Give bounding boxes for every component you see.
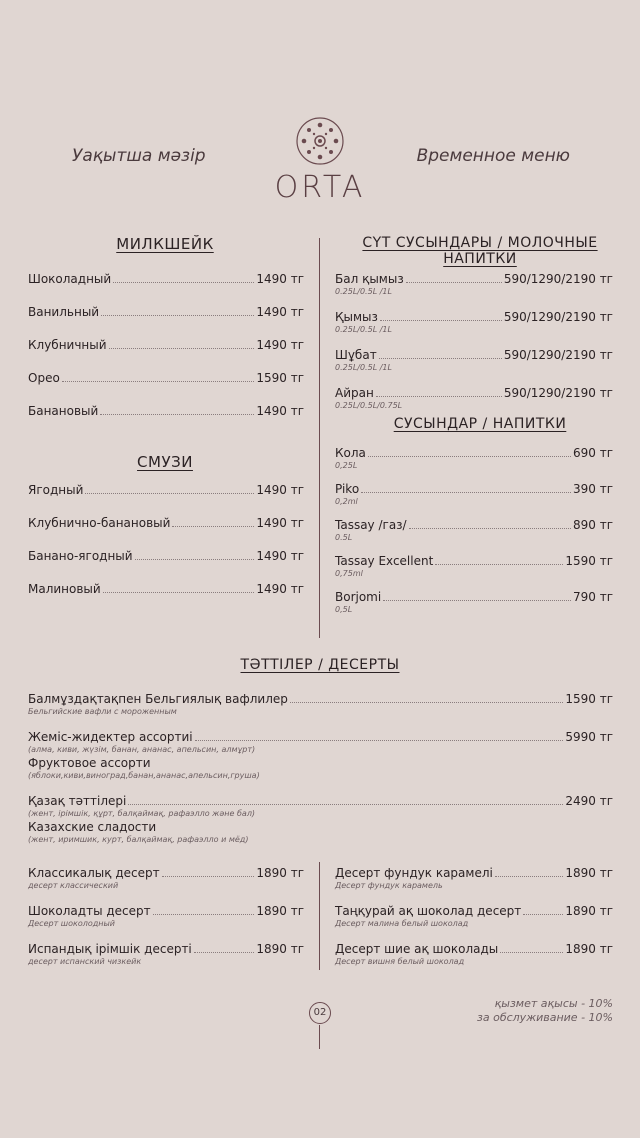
item-name: Банановый bbox=[28, 404, 99, 418]
menu-title-kz: Уақытша мәзір bbox=[72, 146, 206, 166]
leader-dots bbox=[128, 804, 563, 805]
leader-dots bbox=[194, 952, 255, 953]
menu-item bbox=[28, 794, 613, 844]
section-title-milkshake: МИЛКШЕЙК bbox=[116, 235, 214, 253]
item-price: 1490 тг bbox=[256, 305, 304, 319]
item-subtitle: 0.25L/0.5L/0.75L bbox=[335, 401, 403, 410]
section-title-desserts: ТӘТТІЛЕР / ДЕСЕРТЫ bbox=[240, 657, 400, 673]
leader-dots bbox=[62, 381, 255, 382]
item-price: 1890 тг bbox=[256, 866, 304, 880]
menu-item bbox=[28, 516, 304, 530]
item-subtitle: Десерт фундук карамель bbox=[335, 881, 443, 890]
item-description: (алма, киви, жүзім, банан, ананас, апельсин, алмұрт) bbox=[28, 745, 256, 754]
menu-item bbox=[335, 386, 613, 410]
item-description-ru: (яблоки,киви,виноград,банан,ананас,апельсин,груша) bbox=[28, 771, 260, 780]
leader-dots bbox=[162, 876, 255, 877]
item-price: 590/1290/2190 тг bbox=[503, 348, 613, 362]
item-subtitle: десерт испанский чизкейк bbox=[28, 957, 142, 966]
item-price: 1490 тг bbox=[256, 338, 304, 352]
page-number-stem bbox=[319, 1025, 320, 1049]
service-charge-ru: за обслуживание - 10% bbox=[477, 1011, 613, 1024]
item-price: 1890 тг bbox=[565, 904, 613, 918]
menu-item bbox=[28, 371, 304, 385]
leader-dots bbox=[103, 592, 255, 593]
item-price: 1590 тг bbox=[256, 371, 304, 385]
brand-logo: ORTA bbox=[274, 170, 366, 205]
item-price: 1890 тг bbox=[256, 942, 304, 956]
leader-dots bbox=[101, 315, 254, 316]
item-name: Borjomi bbox=[335, 590, 382, 604]
item-price: 590/1290/2190 тг bbox=[503, 386, 613, 400]
item-price: 1490 тг bbox=[256, 404, 304, 418]
menu-item bbox=[335, 554, 613, 578]
item-subtitle: Десерт вишня белый шоколад bbox=[335, 957, 465, 966]
menu-item bbox=[28, 904, 304, 928]
smoothie-list bbox=[28, 483, 304, 615]
item-subtitle: Десерт малина белый шоколад bbox=[335, 919, 469, 928]
item-subtitle: 0,2ml bbox=[335, 497, 358, 506]
leader-dots bbox=[113, 282, 254, 283]
item-subtitle: 0.25L/0.5L /1L bbox=[335, 325, 392, 334]
item-price: 390 тг bbox=[572, 482, 613, 496]
page-number: 02 bbox=[309, 1002, 331, 1024]
item-subtitle: 0.5L bbox=[335, 533, 353, 542]
item-name: Банано-ягодный bbox=[28, 549, 133, 563]
item-subtitle: 0,25L bbox=[335, 461, 358, 470]
item-price: 1490 тг bbox=[256, 582, 304, 596]
item-name: Айран bbox=[335, 386, 374, 400]
item-name: Piko bbox=[335, 482, 360, 496]
menu-item bbox=[28, 692, 613, 716]
leader-dots bbox=[435, 564, 563, 565]
item-price: 1890 тг bbox=[565, 866, 613, 880]
item-price: 1890 тг bbox=[565, 942, 613, 956]
item-description-ru: (жент, иримшик, курт, балқаймақ, рафаэлло и мёд) bbox=[28, 835, 249, 844]
item-price: 1890 тг bbox=[256, 904, 304, 918]
menu-item bbox=[335, 518, 613, 542]
leader-dots bbox=[383, 600, 571, 601]
menu-item bbox=[335, 348, 613, 372]
item-name: Десерт шие ақ шоколады bbox=[335, 942, 499, 956]
menu-item bbox=[28, 483, 304, 497]
column-divider-top bbox=[319, 238, 320, 638]
leader-dots bbox=[135, 559, 255, 560]
menu-item bbox=[335, 482, 613, 506]
menu-item bbox=[28, 866, 304, 890]
item-price: 1490 тг bbox=[256, 272, 304, 286]
item-name: Таңқурай ақ шоколад десерт bbox=[335, 904, 522, 918]
ornament-circle-icon bbox=[272, 116, 368, 170]
column-divider-bottom bbox=[319, 862, 320, 970]
item-subtitle: 0.25L/0.5L /1L bbox=[335, 287, 392, 296]
leader-dots bbox=[109, 348, 255, 349]
menu-item bbox=[28, 338, 304, 352]
leader-dots bbox=[361, 492, 571, 493]
item-price: 590/1290/2190 тг bbox=[503, 272, 613, 286]
menu-item bbox=[28, 305, 304, 319]
item-name: Шоколадты десерт bbox=[28, 904, 151, 918]
item-subtitle: Десерт шоколодный bbox=[28, 919, 115, 928]
item-name-ru: Казахские сладости bbox=[28, 820, 157, 834]
item-name: Кола bbox=[335, 446, 366, 460]
item-price: 2490 тг bbox=[565, 794, 613, 808]
leader-dots bbox=[85, 493, 254, 494]
menu-item bbox=[335, 904, 613, 928]
item-price: 590/1290/2190 тг bbox=[503, 310, 613, 324]
item-name: Қымыз bbox=[335, 310, 378, 324]
item-price: 1590 тг bbox=[565, 692, 613, 706]
item-name: Балмұздақтақпен Бельгиялық вафлилер bbox=[28, 692, 288, 706]
item-name: Шұбат bbox=[335, 348, 377, 362]
item-description: (жент, ірімшік, құрт, балқаймақ, рафаэлло және бал) bbox=[28, 809, 256, 818]
item-name: Қазақ тәттілері bbox=[28, 794, 127, 808]
leader-dots bbox=[495, 876, 564, 877]
desserts-right-list bbox=[335, 866, 613, 980]
desserts-wide-list bbox=[28, 692, 613, 858]
section-title-drinks: СУСЫНДАР / НАПИТКИ bbox=[393, 416, 567, 432]
menu-item bbox=[28, 582, 304, 596]
item-subtitle: 0,5L bbox=[335, 605, 353, 614]
leader-dots bbox=[406, 282, 502, 283]
menu-item bbox=[28, 942, 304, 966]
menu-item bbox=[335, 272, 613, 296]
menu-item bbox=[28, 272, 304, 286]
item-price: 5990 тг bbox=[565, 730, 613, 744]
item-name: Tassay /газ/ bbox=[335, 518, 407, 532]
leader-dots bbox=[523, 914, 563, 915]
item-name: Клубнично-банановый bbox=[28, 516, 171, 530]
item-name: Бал қымыз bbox=[335, 272, 404, 286]
leader-dots bbox=[368, 456, 571, 457]
leader-dots bbox=[100, 414, 254, 415]
leader-dots bbox=[379, 358, 502, 359]
drinks-list bbox=[335, 446, 613, 626]
item-name: Испандық ірімшік десерті bbox=[28, 942, 192, 956]
item-name: Ягодный bbox=[28, 483, 84, 497]
item-price: 1490 тг bbox=[256, 483, 304, 497]
item-price: 890 тг bbox=[572, 518, 613, 532]
item-price: 790 тг bbox=[572, 590, 613, 604]
leader-dots bbox=[290, 702, 563, 703]
item-name: Клубничный bbox=[28, 338, 107, 352]
item-description: Бельгийские вафли с мороженным bbox=[28, 707, 177, 716]
dairy-list bbox=[335, 272, 613, 424]
item-name: Десерт фундук карамелі bbox=[335, 866, 493, 880]
leader-dots bbox=[153, 914, 255, 915]
service-charge-kz: қызмет ақысы - 10% bbox=[494, 997, 613, 1010]
menu-item bbox=[335, 590, 613, 614]
section-title-dairy: СҮТ СУСЫНДАРЫ / МОЛОЧНЫЕ НАПИТКИ bbox=[362, 235, 598, 267]
item-name: Классикалық десерт bbox=[28, 866, 160, 880]
leader-dots bbox=[376, 396, 502, 397]
desserts-left-list bbox=[28, 866, 304, 980]
leader-dots bbox=[172, 526, 254, 527]
item-name: Ванильный bbox=[28, 305, 100, 319]
menu-item bbox=[335, 866, 613, 890]
leader-dots bbox=[195, 740, 564, 741]
section-title-smoothie: СМУЗИ bbox=[137, 453, 193, 471]
item-name-ru: Фруктовое ассорти bbox=[28, 756, 151, 770]
milkshake-list bbox=[28, 272, 304, 437]
menu-item bbox=[335, 446, 613, 470]
leader-dots bbox=[409, 528, 571, 529]
item-name: Малиновый bbox=[28, 582, 101, 596]
item-name: Жеміс-жидектер ассортиі bbox=[28, 730, 193, 744]
item-price: 690 тг bbox=[572, 446, 613, 460]
item-name: Шоколадный bbox=[28, 272, 112, 286]
item-subtitle: десерт классический bbox=[28, 881, 119, 890]
menu-item bbox=[335, 942, 613, 966]
leader-dots bbox=[380, 320, 502, 321]
menu-item bbox=[335, 310, 613, 334]
item-name: Tassay Excellent bbox=[335, 554, 434, 568]
item-subtitle: 0,75ml bbox=[335, 569, 363, 578]
item-price: 1490 тг bbox=[256, 549, 304, 563]
menu-item bbox=[28, 549, 304, 563]
menu-item bbox=[28, 404, 304, 418]
menu-title-ru: Временное меню bbox=[416, 146, 570, 166]
item-price: 1590 тг bbox=[565, 554, 613, 568]
item-subtitle: 0.25L/0.5L /1L bbox=[335, 363, 392, 372]
menu-item bbox=[28, 730, 613, 780]
item-name: Орео bbox=[28, 371, 60, 385]
item-price: 1490 тг bbox=[256, 516, 304, 530]
leader-dots bbox=[500, 952, 563, 953]
